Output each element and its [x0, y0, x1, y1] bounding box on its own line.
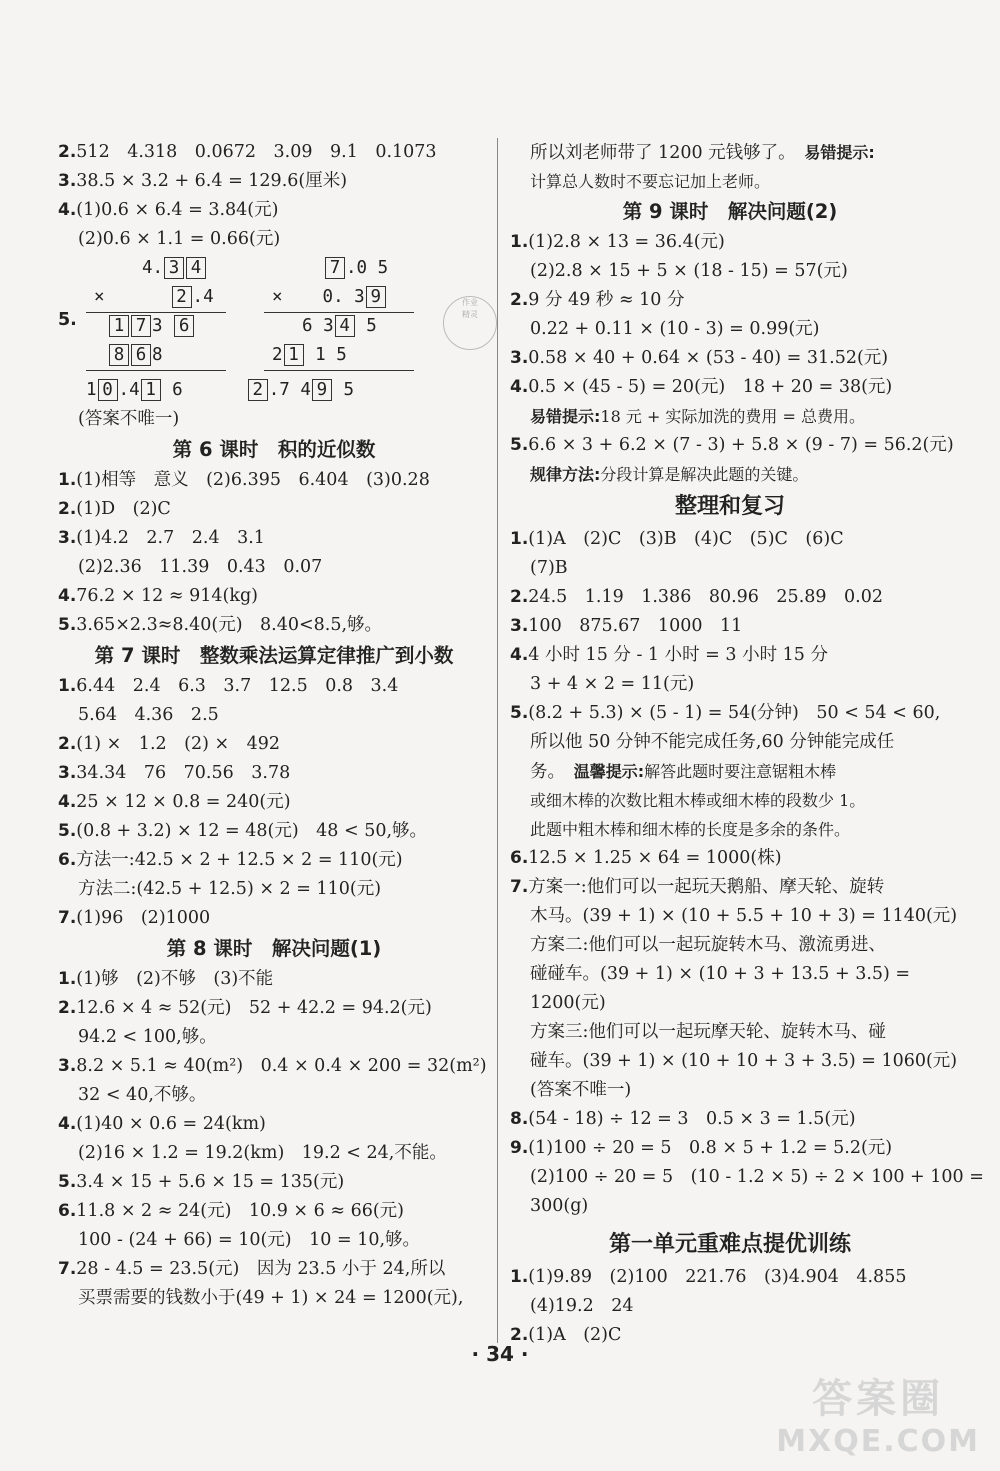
answer-line	[58, 1284, 490, 1313]
answer-line	[510, 844, 950, 873]
answer-text: 1200(元)	[530, 993, 606, 1013]
answer-line	[58, 167, 490, 196]
answer-list	[510, 228, 950, 402]
answer-text: (1)够 (2)不够 (3)不能	[76, 969, 274, 989]
answer-line	[510, 1163, 984, 1192]
answer-box: 6	[131, 344, 151, 366]
item-number: 1.	[510, 232, 529, 252]
answer-line: 5.6.6 × 3 + 6.2 × (7 - 3) + 5.8 × (9 - 7) = 56.2(元)	[510, 435, 954, 455]
answer-line	[510, 699, 950, 728]
item-number: 3.	[58, 763, 77, 783]
answer-text: (2)100 ÷ 20 = 5 (10 - 1.2 × 5) ÷ 2 × 100 + 100 =	[530, 1167, 984, 1187]
item-number: 9.	[510, 1138, 529, 1158]
item-number: 3.	[58, 528, 77, 548]
item-number: 1.	[510, 529, 529, 549]
answer-line	[58, 759, 490, 788]
answer-box: 6	[174, 315, 194, 337]
calc-row: 4. 3 4	[86, 254, 226, 283]
answer-text: 94.2 < 100,够。	[78, 1027, 217, 1047]
answer-line	[58, 875, 490, 904]
section-title: 整理和复习	[674, 494, 785, 519]
answer-text: (1)0.6 × 6.4 = 3.84(元)	[76, 200, 279, 220]
answer-line	[510, 960, 950, 989]
answer-box: 1	[284, 344, 304, 366]
answer-text: 300(g)	[530, 1196, 589, 1216]
calc-line	[264, 370, 414, 371]
answer-text: (2)0.6 × 1.1 = 0.66(元)	[78, 229, 281, 249]
answer-line	[510, 873, 950, 902]
item-number: 4.	[58, 586, 77, 606]
answer-line	[58, 1255, 490, 1284]
item-number: 3.	[510, 348, 529, 368]
answer-box: 7	[325, 257, 345, 279]
answer-box: 0	[98, 379, 118, 401]
left-column	[58, 138, 490, 1313]
answer-text: 12.5 × 1.25 × 64 = 1000(株)	[528, 848, 782, 868]
answer-text: 512 4.318 0.0672 3.09 9.1 0.1073	[76, 142, 437, 162]
item-number: 1.	[58, 676, 77, 696]
answer-text: 5.64 4.36 2.5	[78, 705, 219, 725]
item-number: 5.	[510, 703, 529, 723]
item-number: 5.	[58, 821, 77, 841]
answer-text: (7)B	[530, 558, 568, 578]
answer-list	[510, 525, 950, 757]
answer-text: (0.8 + 3.2) × 12 = 48(元) 48 < 50,够。	[76, 821, 428, 841]
item-number: 7.	[58, 1259, 77, 1279]
answer-line	[58, 1197, 490, 1226]
answer-text: (答案不唯一)	[530, 1080, 632, 1100]
item-number: 6.	[510, 848, 529, 868]
answer-box: 7	[131, 315, 151, 337]
watermark-logo: 答案圈 MXQE.COM	[776, 1376, 980, 1459]
answer-text: 所以他 50 分钟不能完成任务,60 分钟能完成任	[530, 732, 895, 752]
answer-line	[58, 225, 490, 254]
calc-row: 2 1 1 5	[272, 345, 347, 365]
answer-text: (4)19.2 24	[530, 1296, 634, 1316]
calc-row: 7 .0 5	[264, 254, 414, 283]
answer-line	[58, 672, 490, 701]
item-number: 6.	[58, 850, 77, 870]
section-title: 第 8 课时 解决问题(1)	[166, 937, 382, 960]
answer-line	[58, 1110, 490, 1139]
item-number: 5.	[58, 615, 77, 635]
answer-text: 3.65×2.3≈8.40(元) 8.40<8.5,够。	[76, 615, 383, 635]
tip-line: 或细木棒的次数比粗木棒或细木棒的段数少 1。	[530, 791, 866, 810]
answer-box: 9	[312, 379, 332, 401]
item-number: 5.	[58, 310, 77, 330]
answer-text: 100 - (24 + 66) = 10(元) 10 = 10,够。	[78, 1230, 421, 1250]
answer-text: 0.58 × 40 + 0.64 × (53 - 40) = 31.52(元)	[528, 348, 889, 368]
answer-line	[510, 228, 950, 257]
item-number: 8.	[510, 1109, 529, 1129]
answer-box: 1	[109, 315, 129, 337]
calc-line	[264, 312, 414, 313]
answer-text: 6.44 2.4 6.3 3.7 12.5 0.8 3.4	[76, 676, 399, 696]
answer-line	[510, 257, 950, 286]
calc-row: 8 6 8	[86, 341, 226, 370]
answer-line	[510, 612, 950, 641]
answer-text: 3.4 × 15 + 5.6 × 15 = 135(元)	[76, 1172, 345, 1192]
calc-line	[86, 312, 226, 313]
answer-line: 计算总人数时不要忘记加上老师。	[530, 172, 771, 191]
answer-line	[58, 524, 490, 553]
answer-line	[510, 344, 950, 373]
section-title: 第 6 课时 积的近似数	[172, 438, 376, 461]
answer-text: (1)A (2)C	[528, 1325, 622, 1345]
answer-text: 100 875.67 1000 11	[528, 616, 743, 636]
answer-text: 方法二:(42.5 + 12.5) × 2 = 110(元)	[78, 879, 382, 899]
answer-line	[58, 138, 490, 167]
answer-text: 8.2 × 5.1 ≈ 40(m²) 0.4 × 0.4 × 200 = 32(m²)	[76, 1056, 487, 1076]
answer-text: 28 - 4.5 = 23.5(元) 因为 23.5 小于 24,所以	[76, 1259, 446, 1279]
section-title: 第一单元重难点提优训练	[608, 1232, 851, 1257]
item-number: 4.	[58, 200, 77, 220]
answer-line	[510, 554, 950, 583]
answer-line	[510, 1018, 950, 1047]
answer-line	[510, 1047, 958, 1076]
answer-text: 方案三:他们可以一起玩摩天轮、旋转木马、碰	[530, 1022, 886, 1042]
tip-line: 务。 温馨提示:解答此题时要注意锯粗木棒	[530, 762, 837, 782]
answer-line	[510, 641, 950, 670]
answer-text: 32 < 40,不够。	[78, 1085, 207, 1105]
answer-text: 方法一:42.5 × 2 + 12.5 × 2 = 110(元)	[76, 850, 403, 870]
answer-line	[58, 1168, 490, 1197]
answer-text: (2)2.36 11.39 0.43 0.07	[78, 557, 323, 577]
tip-line: 规律方法:分段计算是解决此题的关键。	[530, 465, 809, 484]
answer-line	[58, 846, 490, 875]
answer-line	[58, 994, 490, 1023]
answer-note: (答案不唯一)	[78, 409, 180, 429]
answer-box: 3	[164, 257, 184, 279]
answer-text: 碰车。(39 + 1) × (10 + 10 + 3 + 3.5) = 1060(元)	[530, 1051, 958, 1071]
answer-box: 2	[248, 379, 268, 401]
answer-text: (1)40 × 0.6 = 24(km)	[76, 1114, 266, 1134]
answer-list	[58, 965, 490, 1313]
vertical-multiplication	[58, 254, 490, 376]
answer-text: (1)D (2)C	[76, 499, 171, 519]
answer-text: 0.22 + 0.11 × (10 - 3) = 0.99(元)	[530, 319, 820, 339]
item-number: 2.	[58, 142, 77, 162]
answer-text: 12.6 × 4 ≈ 52(元) 52 + 42.2 = 94.2(元)	[76, 998, 432, 1018]
answer-list	[510, 844, 984, 1221]
calc-row: × 0. 3 9	[264, 283, 414, 312]
answer-line	[510, 315, 950, 344]
section-title: 第 9 课时 解决问题(2)	[622, 200, 838, 223]
item-number: 1.	[58, 470, 77, 490]
answer-text: (1) × 1.2 (2) × 492	[76, 734, 281, 754]
answer-line	[58, 817, 490, 846]
item-number: 6.	[58, 1201, 77, 1221]
item-number: 2.	[510, 1325, 529, 1345]
answer-text: (1)A (2)C (3)B (4)C (5)C (6)C	[528, 529, 844, 549]
answer-text: 木马。(39 + 1) × (10 + 5.5 + 10 + 3) = 1140(元)	[530, 906, 958, 926]
section-title: 第 7 课时 整数乘法运算定律推广到小数	[94, 644, 454, 667]
item-number: 4.	[510, 377, 529, 397]
answer-line	[58, 1081, 490, 1110]
item-number: 1.	[510, 1267, 529, 1287]
item-number: 5.	[58, 1172, 77, 1192]
answer-line	[510, 670, 950, 699]
answer-text: 买票需要的钱数小于(49 + 1) × 24 = 1200(元),	[78, 1288, 464, 1308]
calc-line	[86, 370, 226, 371]
answer-text: 方案二:他们可以一起玩旋转木马、激流勇进、	[530, 935, 886, 955]
item-number: 2.	[58, 734, 77, 754]
page-number: · 34 ·	[471, 1342, 529, 1366]
answer-line	[510, 1076, 950, 1105]
answer-text: 34.34 76 70.56 3.78	[76, 763, 291, 783]
answer-line	[58, 904, 490, 933]
answer-line	[510, 989, 950, 1018]
answer-line	[510, 902, 958, 931]
answer-text: (1)100 ÷ 20 = 5 0.8 × 5 + 1.2 = 5.2(元)	[528, 1138, 893, 1158]
item-number: 4.	[58, 792, 77, 812]
answer-line	[58, 611, 490, 640]
answer-line	[510, 1192, 950, 1221]
answer-line	[58, 553, 490, 582]
answer-text: (1)相等 意义 (2)6.395 6.404 (3)0.28	[76, 470, 430, 490]
answer-line: 所以刘老师带了 1200 元钱够了。 易错提示:	[530, 143, 875, 163]
answer-text: 方案一:他们可以一起玩天鹅船、摩天轮、旋转	[528, 877, 885, 897]
answer-text: (2)16 × 1.2 = 19.2(km) 19.2 < 24,不能。	[78, 1143, 447, 1163]
item-number: 3.	[510, 616, 529, 636]
answer-line	[510, 525, 950, 554]
answer-text: (1)9.89 (2)100 221.76 (3)4.904 4.855	[528, 1267, 907, 1287]
answer-list	[58, 466, 490, 640]
answer-box: 4	[335, 315, 355, 337]
answer-line	[58, 701, 490, 730]
answer-box: 1	[141, 379, 161, 401]
calc-row: 1 7 3 6	[86, 312, 226, 341]
answer-text: 0.5 × (45 - 5) = 20(元) 18 + 20 = 38(元)	[528, 377, 893, 397]
answer-box: 2	[172, 286, 192, 308]
answer-line	[510, 931, 950, 960]
tip-line: 易错提示:18 元 + 实际加洗的费用 = 总费用。	[530, 407, 866, 426]
stamp-icon: 作业 精灵	[443, 296, 497, 350]
answer-box: 4	[186, 257, 206, 279]
answer-line	[58, 730, 490, 759]
answer-list	[510, 1263, 950, 1350]
answer-line	[510, 1292, 950, 1321]
item-number: 7.	[510, 877, 529, 897]
calc-row: × 2 .4	[94, 287, 214, 307]
answer-text: 25 × 12 × 0.8 = 240(元)	[76, 792, 291, 812]
answer-line	[58, 582, 490, 611]
answer-text: 碰碰车。(39 + 1) × (10 + 3 + 13.5 + 3.5) =	[530, 964, 911, 984]
answer-text: (8.2 + 5.3) × (5 - 1) = 54(分钟) 50 < 54 < 60,	[528, 703, 941, 723]
calc-result-row: 1 0 .4 1 6 2 .7 4 9 5	[86, 380, 354, 400]
answer-line	[58, 1139, 490, 1168]
answer-text: 76.2 × 12 ≈ 914(kg)	[76, 586, 258, 606]
answer-list	[58, 138, 490, 254]
answer-text: (54 - 18) ÷ 12 = 3 0.5 × 3 = 1.5(元)	[528, 1109, 856, 1129]
answer-line	[58, 495, 490, 524]
calc-row: 6 3 4 5	[302, 316, 377, 336]
item-number: 7.	[58, 908, 77, 928]
answer-text: 38.5 × 3.2 + 6.4 = 129.6(厘米)	[76, 171, 348, 191]
answer-text: (1)2.8 × 13 = 36.4(元)	[528, 232, 725, 252]
answer-line	[58, 1052, 490, 1081]
item-number: 2.	[58, 998, 77, 1018]
item-number: 4.	[510, 645, 529, 665]
answer-text: (1)96 (2)1000	[76, 908, 211, 928]
answer-text: 3 + 4 × 2 = 11(元)	[530, 674, 695, 694]
answer-line	[58, 1226, 490, 1255]
item-number: 3.	[58, 1056, 77, 1076]
answer-box: 8	[109, 344, 129, 366]
answer-line	[58, 965, 490, 994]
answer-text: 9 分 49 秒 ≈ 10 分	[528, 290, 685, 310]
right-column	[510, 138, 984, 1350]
item-number: 3.	[58, 171, 77, 191]
tip-line: 此题中粗木棒和细木棒的长度是多余的条件。	[530, 820, 851, 839]
item-number: 2.	[58, 499, 77, 519]
answer-line	[58, 196, 490, 225]
answer-text: 24.5 1.19 1.386 80.96 25.89 0.02	[528, 587, 883, 607]
answer-line	[510, 1263, 950, 1292]
answer-text: (2)2.8 × 15 + 5 × (18 - 15) = 57(元)	[530, 261, 848, 281]
item-number: 4.	[58, 1114, 77, 1134]
answer-line	[510, 286, 950, 315]
item-number: 1.	[58, 969, 77, 989]
answer-box: 9	[366, 286, 386, 308]
answer-line	[58, 788, 490, 817]
answer-text: 11.8 × 2 ≈ 24(元) 10.9 × 6 ≈ 66(元)	[76, 1201, 404, 1221]
answer-line	[510, 1105, 950, 1134]
answer-list	[58, 672, 490, 933]
answer-line	[58, 1023, 490, 1052]
answer-line	[58, 466, 490, 495]
column-divider	[497, 138, 498, 1343]
answer-text: (1)4.2 2.7 2.4 3.1	[76, 528, 265, 548]
answer-line	[510, 583, 950, 612]
item-number: 2.	[510, 587, 529, 607]
answer-text: 4 小时 15 分 - 1 小时 = 3 小时 15 分	[528, 645, 829, 665]
answer-line	[510, 728, 950, 757]
answer-line	[510, 373, 950, 402]
item-number: 2.	[510, 290, 529, 310]
answer-line	[510, 1134, 950, 1163]
